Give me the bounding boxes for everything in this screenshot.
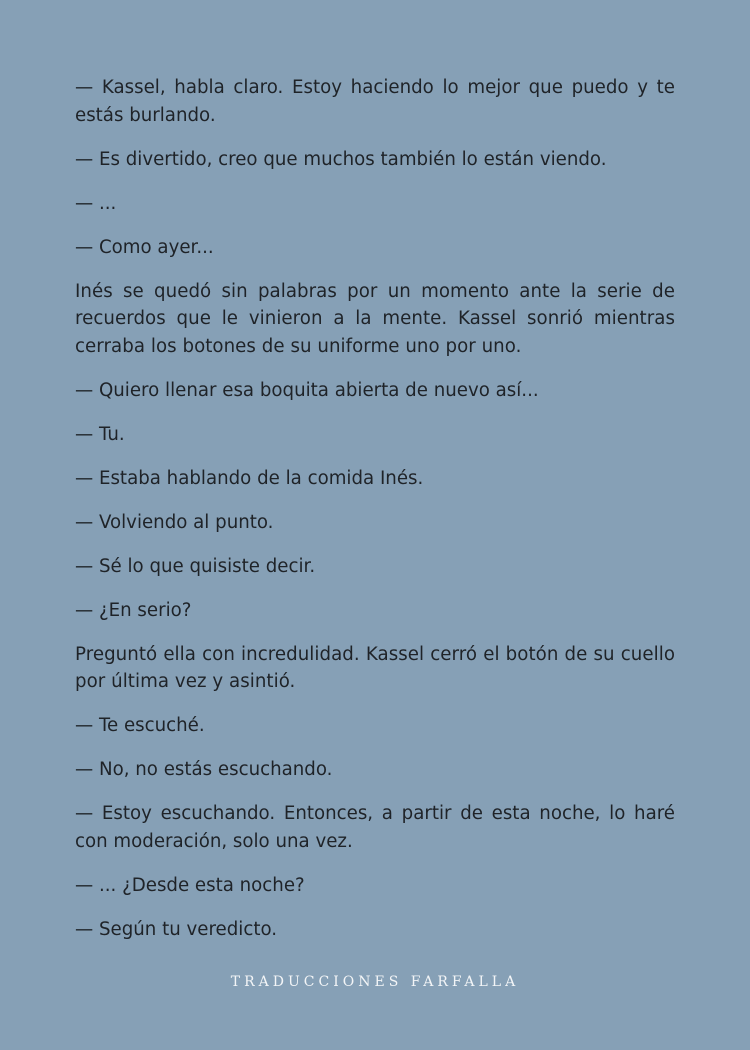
dialogue-line: — ¿En serio? xyxy=(75,599,192,621)
dialogue-line: — Tu. xyxy=(75,423,125,445)
footer-credit: TRADUCCIONES FARFALLA xyxy=(230,974,520,990)
dialogue-line: — Estaba hablando de la comida Inés. xyxy=(75,467,424,489)
narrative-paragraph: Inés se quedó sin palabras por un momento ante la serie de recuerdos que le vinieron a la mente. Kassel sonrió mientras cerraba los botones de su uniforme uno por uno. xyxy=(75,280,675,357)
narrative-paragraph: Preguntó ella con incredulidad. Kassel cerró el botón de su cuello por última vez y asintió. xyxy=(75,643,675,692)
dialogue-line: — Quiero llenar esa boquita abierta de nuevo así... xyxy=(75,379,539,401)
dialogue-line: — Kassel, habla claro. Estoy haciendo lo mejor que puedo y te estás burlando. xyxy=(75,77,675,126)
dialogue-line: — Volviendo al punto. xyxy=(75,511,274,533)
dialogue-line: — Estoy escuchando. Entonces, a partir de esta noche, lo haré con moderación, solo una vez. xyxy=(75,803,675,852)
dialogue-line: — ... xyxy=(75,192,117,214)
page-body xyxy=(75,74,675,960)
dialogue-line: — ... ¿Desde esta noche? xyxy=(75,874,305,896)
dialogue-line: — Sé lo que quisiste decir. xyxy=(75,555,316,577)
dialogue-line: — Te escuché. xyxy=(75,715,205,736)
dialogue-line: — Como ayer... xyxy=(75,236,214,258)
dialogue-line: — Según tu veredicto. xyxy=(75,918,278,940)
dialogue-line: — No, no estás escuchando. xyxy=(75,759,333,780)
dialogue-line: — Es divertido, creo que muchos también lo están viendo. xyxy=(75,148,607,170)
